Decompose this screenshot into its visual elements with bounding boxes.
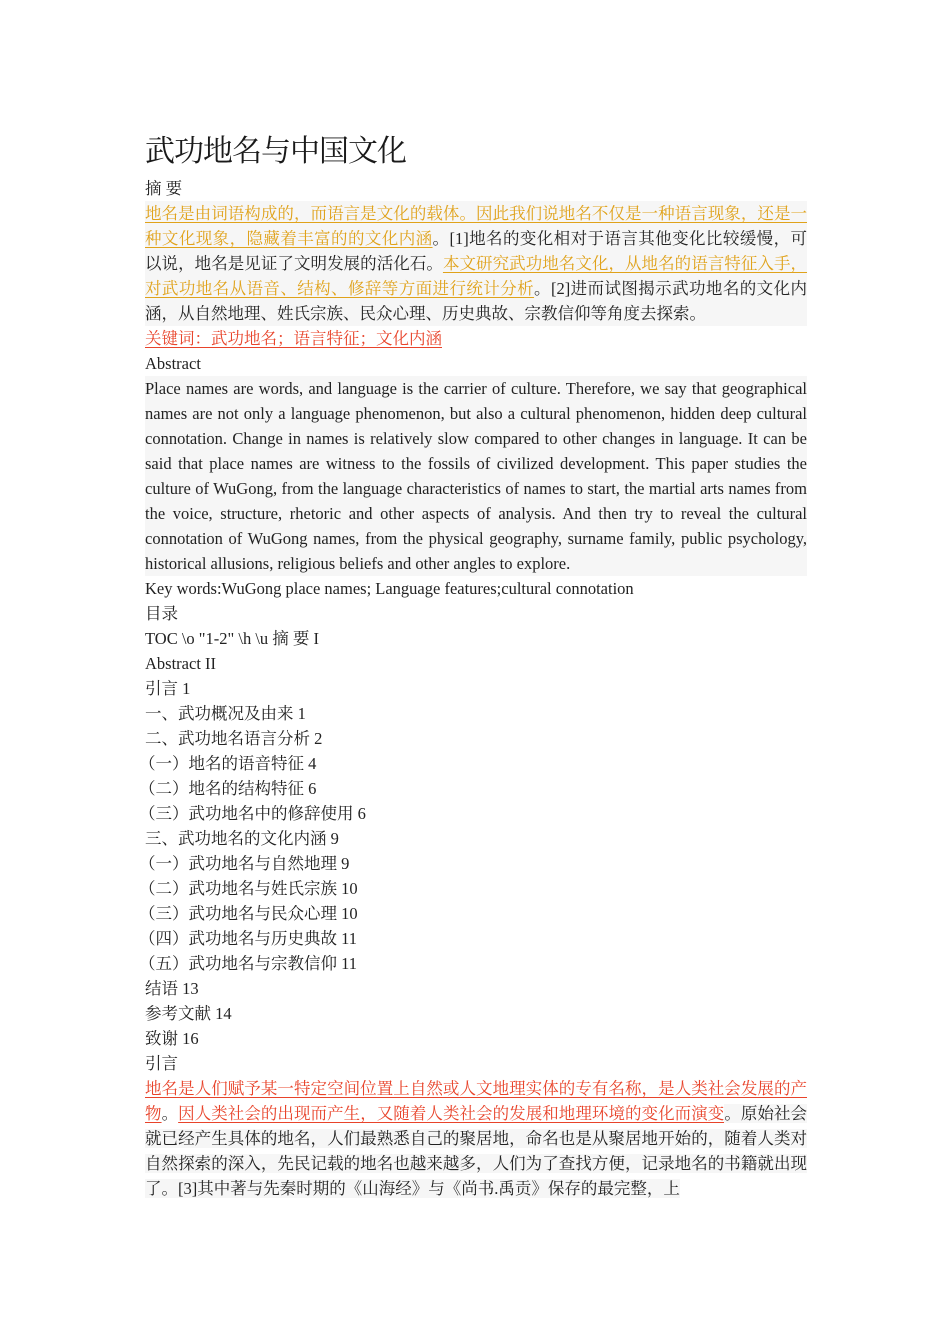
keywords-cn-text: 关键词：武功地名；语言特征；文化内涵 <box>145 329 442 348</box>
intro-text-2: 。原始社会就已经产生具体的地名，人们最熟悉自己的聚居地，命名也是从聚居地开始的，随着人类对自然探索的深入，先民记载的地名也越来越多，人们为了查找方便，记录地名的书籍就出现了。[3]其中著与先秦时期的《山海经》与《尚书.禹贡》保存的最完整，上 <box>145 1104 808 1198</box>
document-page <box>139 130 808 1201</box>
toc-item: （五）武功地名与宗教信仰 11 <box>139 954 358 973</box>
document-title: 武功地名与中国文化 <box>145 134 406 169</box>
toc-item: （三）武功地名与民众心理 10 <box>139 904 358 923</box>
toc-list <box>139 626 807 1051</box>
abstract-en-body: Place names are words, and language is the carrier of culture. Therefore, we say that geographical names are not only a language phenomenon, but also a cultural phenomenon, hidden deep cultural connotation. Change in names is relatively slow compared to other changes in language. It can be said that place names are witness to the fossils of civilized development. This paper studies the culture of WuGong, from the language characteristics of names to start, the martial arts names from the voice, structure, rhetoric and other aspects of analysis. And then try to reveal the cultural connotation of WuGong names, from the physical geography, surname family, public psychology, historical allusions, religious beliefs and other angles to explore. <box>145 376 807 576</box>
toc-item: 参考文献 14 <box>145 1004 232 1023</box>
abstract-cn-highlight-1: 地名是由词语构成的，而语言是文化的载体。因此我们说地名不仅是一种语言现象，还是一种文化现象，隐藏着丰富的的文化内涵 <box>145 204 807 248</box>
keywords-cn <box>145 326 807 351</box>
abstract-cn-text-2: 。[2]进而试图揭示武功地名的文化内涵，从自然地理、姓氏宗族、民众心理、历史典故、宗教信仰等角度去探索。 <box>145 279 808 323</box>
toc-item: （四）武功地名与历史典故 11 <box>139 929 358 948</box>
intro-highlight-2: 因人类社会的出现而产生，又随着人类社会的发展和地理环境的变化而演变 <box>178 1104 725 1123</box>
abstract-cn-highlight-2: 本文研究武功地名文化，从地名的语言特征入手，对武功地名从语音、结构、修辞等方面进行统计分析 <box>145 254 808 298</box>
toc-item: （二）地名的结构特征 6 <box>139 779 317 798</box>
intro-text-1: 。 <box>161 1104 179 1123</box>
toc-item: TOC \o "1-2" \h \u 摘 要 I <box>145 629 320 648</box>
abstract-cn-text-1: 。[1]地名的变化相对于语言其他变化比较缓慢，可以说，地名是见证了文明发展的活化石。 <box>145 229 807 273</box>
abstract-cn-heading: 摘 要 <box>145 179 183 198</box>
toc-heading: 目录 <box>145 604 178 623</box>
toc-item: 结语 13 <box>145 979 199 998</box>
intro-highlight-1: 地名是人们赋予某一特定空间位置上自然或人文地理实体的专有名称，是人类社会发展的产物 <box>145 1079 807 1123</box>
keywords-en: Key words:WuGong place names; Language features;cultural connotation <box>145 579 634 598</box>
intro-body <box>145 1076 807 1201</box>
toc-item: （一）武功地名与自然地理 9 <box>139 854 350 873</box>
toc-item: Abstract II <box>145 654 217 673</box>
toc-item: （一）地名的语音特征 4 <box>139 754 317 773</box>
toc-item: （二）武功地名与姓氏宗族 10 <box>139 879 358 898</box>
intro-heading: 引言 <box>145 1054 178 1073</box>
abstract-en-heading: Abstract <box>145 354 201 373</box>
abstract-cn-body <box>145 201 807 326</box>
toc-item: 致谢 16 <box>145 1029 199 1048</box>
toc-item: 二、武功地名语言分析 2 <box>145 729 323 748</box>
toc-item: 三、武功地名的文化内涵 9 <box>145 829 339 848</box>
toc-item: 一、武功概况及由来 1 <box>145 704 306 723</box>
toc-item: 引言 1 <box>145 679 191 698</box>
toc-item: （三）武功地名中的修辞使用 6 <box>139 804 366 823</box>
